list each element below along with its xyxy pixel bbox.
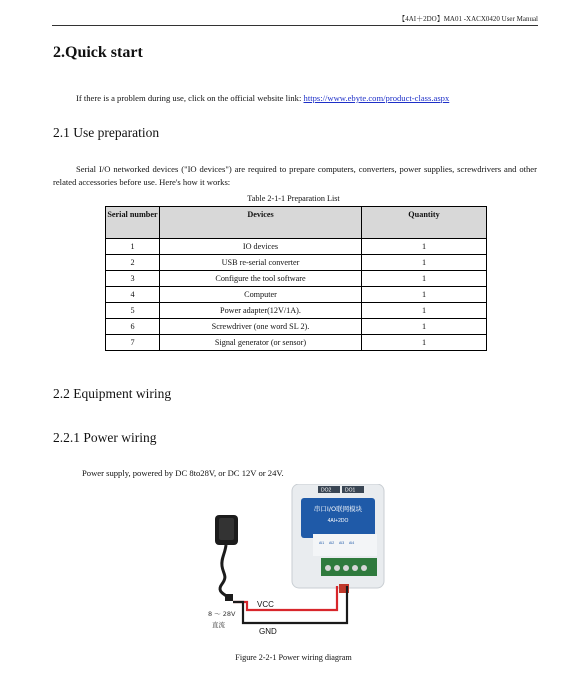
intro-text: If there is a problem during use, click on the official website link: bbox=[76, 93, 304, 103]
header-divider bbox=[52, 25, 538, 26]
table-cell: 1 bbox=[362, 319, 487, 335]
table-row bbox=[106, 287, 487, 303]
section-title-power-wiring: 2.2.1 Power wiring bbox=[53, 430, 157, 445]
vcc-wire bbox=[233, 586, 337, 610]
ai-label: AI1 bbox=[319, 541, 325, 545]
section-title-equipment-wiring: 2.2 Equipment wiring bbox=[53, 386, 172, 401]
table-row bbox=[106, 319, 487, 335]
io-module-icon bbox=[292, 484, 384, 593]
table-cell: Computer bbox=[160, 287, 362, 303]
table-cell: 1 bbox=[362, 335, 487, 351]
table-cell: Configure the tool software bbox=[160, 271, 362, 287]
table-header-devices: Devices bbox=[160, 207, 362, 239]
table-row bbox=[106, 239, 487, 255]
table-cell: 1 bbox=[106, 239, 160, 255]
table-row bbox=[106, 335, 487, 351]
table-cell: 1 bbox=[362, 255, 487, 271]
table-row bbox=[106, 271, 487, 287]
voltage-label: 8 ～ 28V bbox=[208, 610, 236, 618]
ai-label: AI4 bbox=[349, 541, 355, 545]
table-cell: 1 bbox=[362, 239, 487, 255]
ai-label: AI3 bbox=[339, 541, 345, 545]
table-row bbox=[106, 303, 487, 319]
power-adapter-icon bbox=[215, 515, 238, 601]
table-cell: 7 bbox=[106, 335, 160, 351]
intro-paragraph bbox=[76, 92, 546, 105]
power-wiring-diagram bbox=[195, 484, 415, 646]
manual-header: 【4AI＋2DO】MA01 -XACX0420 User Manual bbox=[398, 15, 538, 23]
table-header-serial: Serial number bbox=[106, 207, 160, 239]
table-cell: 1 bbox=[362, 271, 487, 287]
do1-label: DO1 bbox=[345, 487, 356, 494]
power-supply-paragraph: Power supply, powered by DC 8to28V, or DC 12V or 24V. bbox=[82, 468, 284, 478]
table-cell: 2 bbox=[106, 255, 160, 271]
table-cell: Screwdriver (one word SL 2). bbox=[160, 319, 362, 335]
module-title: 串口I/O联网模块 bbox=[313, 505, 363, 513]
gnd-label: GND bbox=[259, 627, 277, 636]
module-subtitle: 4AI+2DO bbox=[327, 518, 349, 524]
table-cell: USB re-serial converter bbox=[160, 255, 362, 271]
table-cell: Signal generator (or sensor) bbox=[160, 335, 362, 351]
table-caption: Table 2-1-1 Preparation List bbox=[247, 194, 340, 203]
do2-label: DO2 bbox=[321, 487, 332, 494]
preparation-table bbox=[105, 206, 487, 351]
section-title-use-preparation: 2.1 Use preparation bbox=[53, 125, 160, 140]
table-header-row bbox=[106, 207, 487, 239]
table-cell: 5 bbox=[106, 303, 160, 319]
official-website-link[interactable]: https://www.ebyte.com/product-class.aspx bbox=[303, 93, 450, 103]
preparation-paragraph: Serial I/O networked devices ("IO devices") are required to prepare computers, converters, power supplies, screwdrivers and other related accessories before use. Here's how it works: bbox=[53, 164, 537, 187]
table-cell: 6 bbox=[106, 319, 160, 335]
gnd-wire bbox=[233, 586, 347, 623]
table-row bbox=[106, 255, 487, 271]
table-cell: 3 bbox=[106, 271, 160, 287]
dc-label: 直流 bbox=[212, 621, 225, 629]
table-cell: 1 bbox=[362, 303, 487, 319]
ai-label: AI2 bbox=[329, 541, 335, 545]
figure-caption: Figure 2-2-1 Power wiring diagram bbox=[235, 653, 352, 662]
table-cell: Power adapter(12V/1A). bbox=[160, 303, 362, 319]
vcc-label: VCC bbox=[257, 600, 274, 609]
section-title-quick-start: 2.Quick start bbox=[53, 44, 143, 61]
table-cell: 4 bbox=[106, 287, 160, 303]
table-cell: 1 bbox=[362, 287, 487, 303]
table-header-quantity: Quantity bbox=[362, 207, 487, 239]
table-cell: IO devices bbox=[160, 239, 362, 255]
